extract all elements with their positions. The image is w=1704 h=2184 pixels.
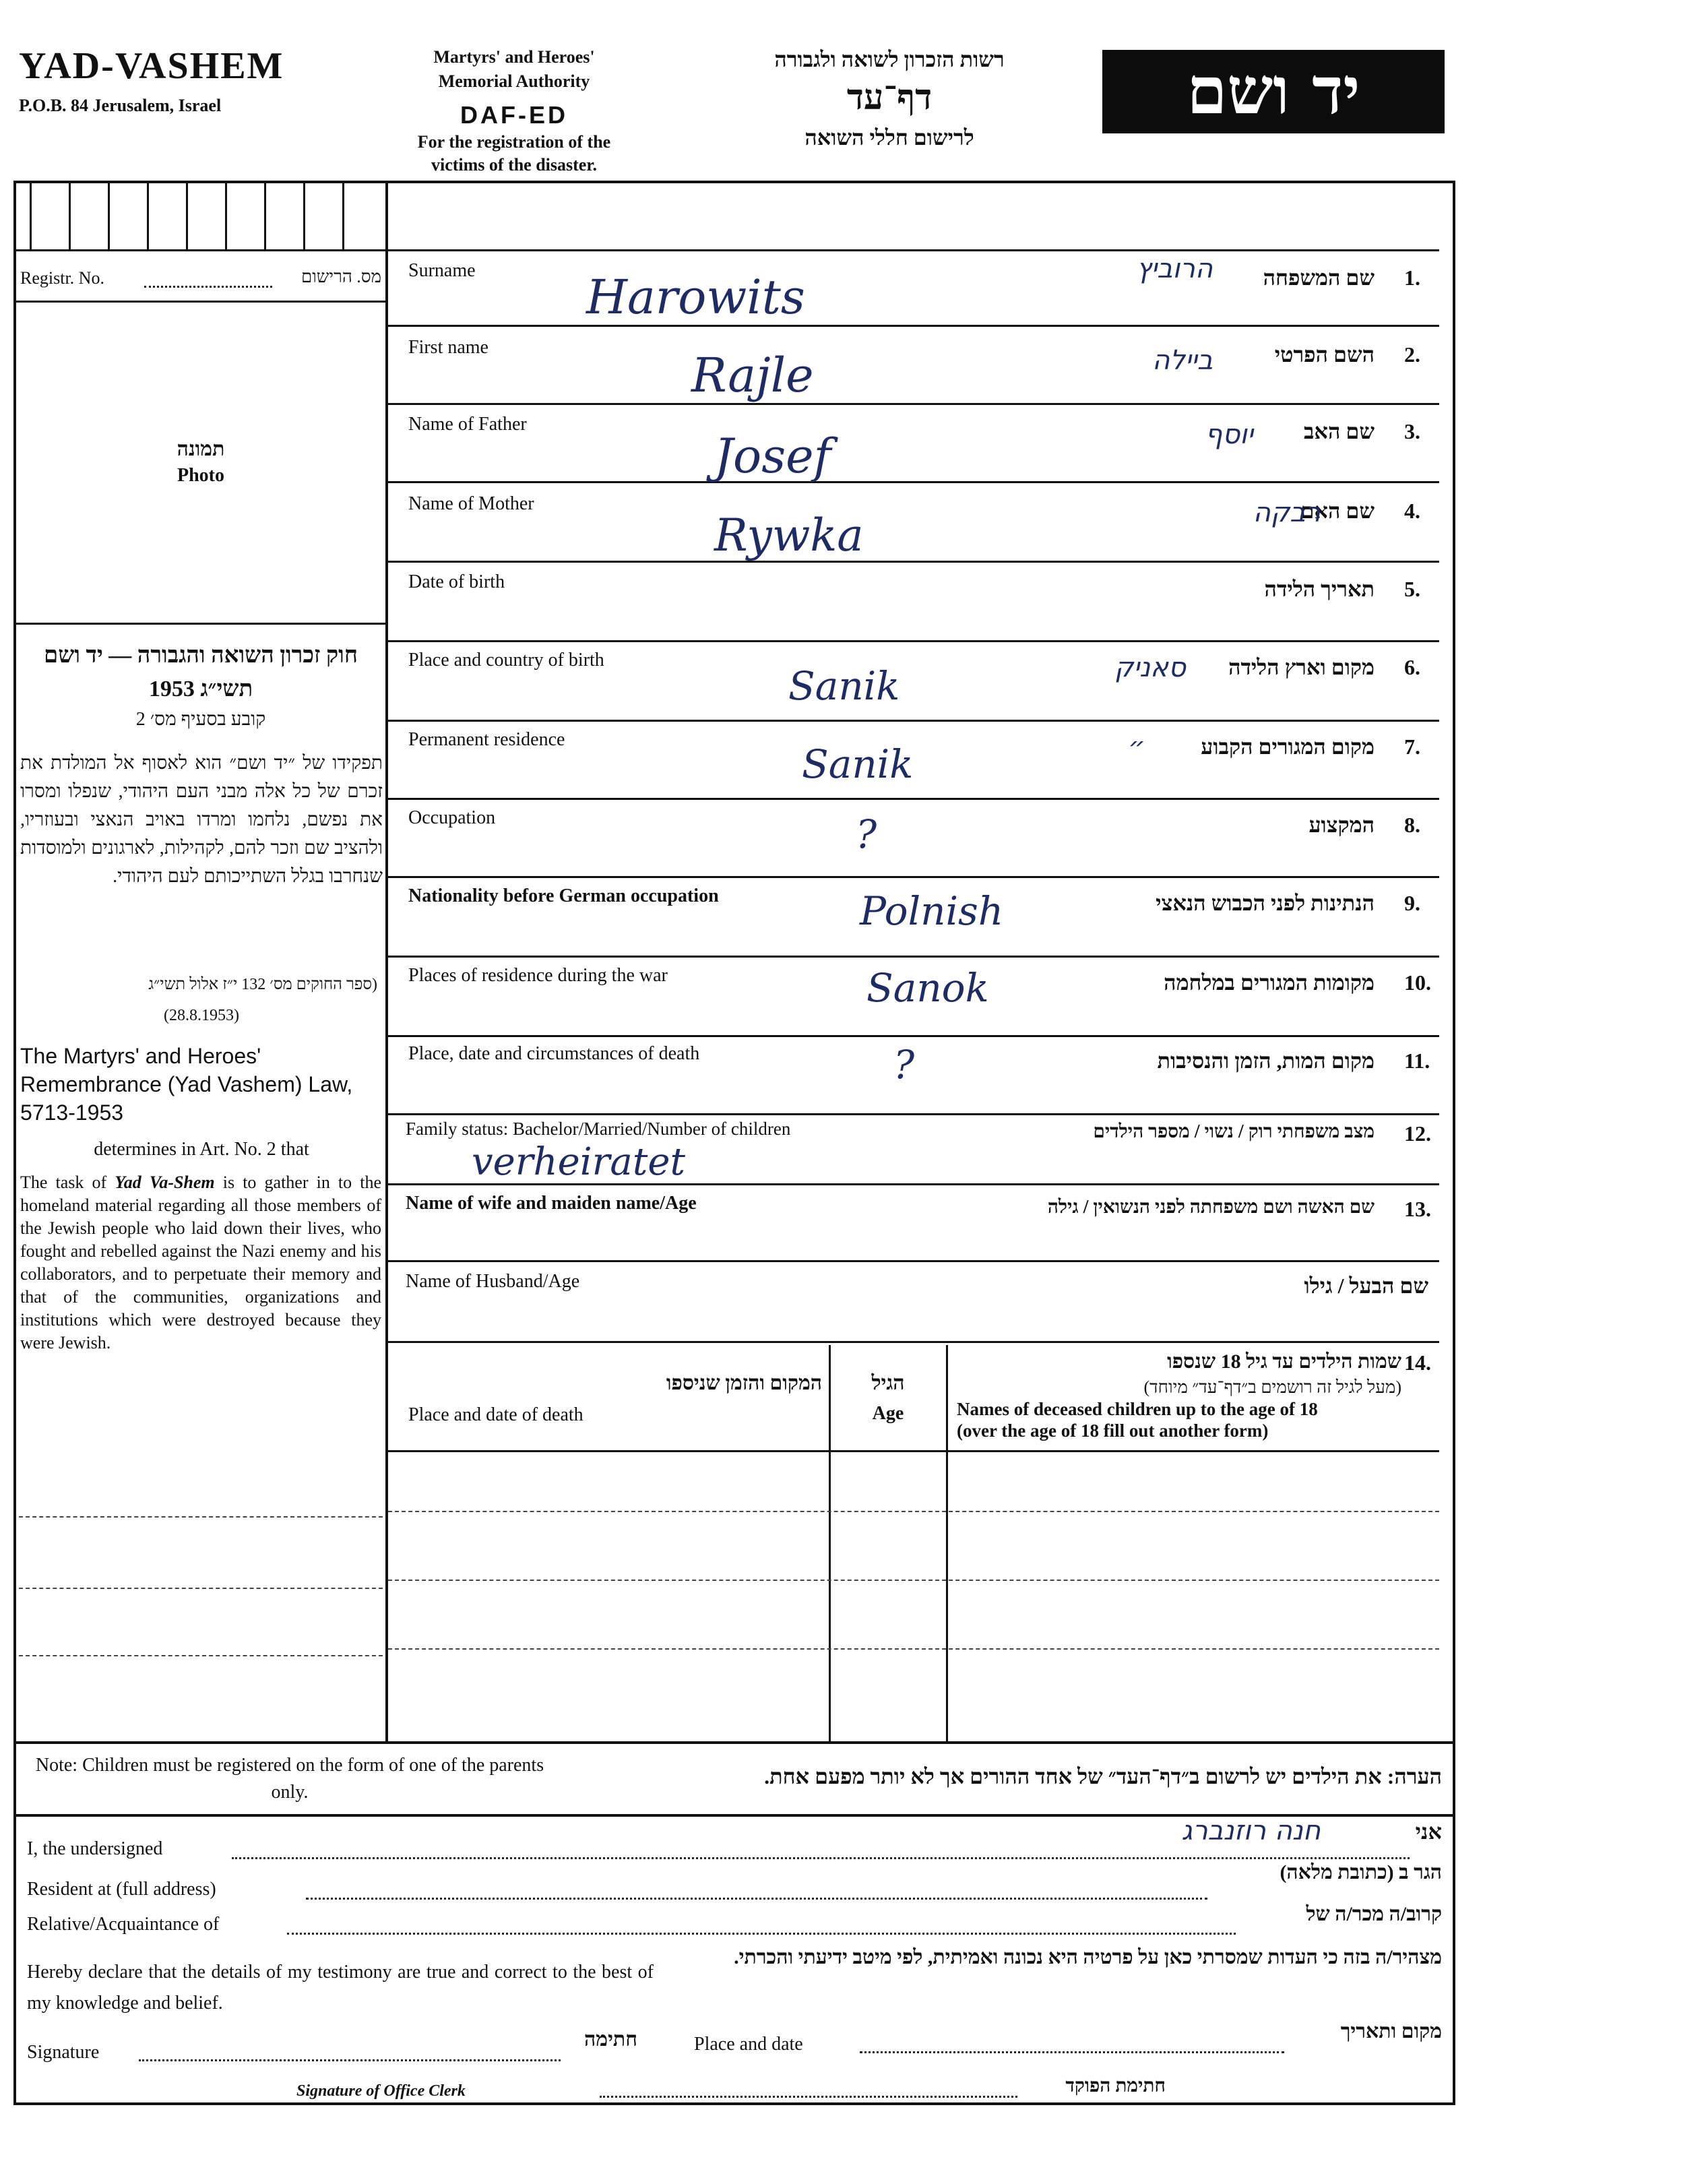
children-row[interactable] <box>388 1648 1439 1650</box>
place-date-hebrew: המקום והזמן שניספו <box>666 1372 822 1394</box>
field-value-hebrew[interactable]: ביילה <box>1152 345 1213 376</box>
field-number: 2. <box>1404 342 1420 367</box>
sidebar-row <box>19 1655 383 1656</box>
relative-line[interactable] <box>287 1933 1236 1935</box>
children-note: (over the age of 18 fill out another form) <box>957 1421 1269 1441</box>
signature-line[interactable] <box>139 2059 561 2061</box>
photo-hebrew: תמונה <box>177 438 225 460</box>
purpose-line2: victims of the disaster. <box>431 155 597 175</box>
field-label-hebrew: תאריך הלידה <box>1264 577 1375 601</box>
law-english-body-em: Yad Va-Shem <box>115 1173 215 1192</box>
law-hebrew-title: חוק זכרון השואה והגבורה — יד ושם תשי״ג 1953 <box>44 643 358 701</box>
field-value-hebrew[interactable]: רבקה <box>1253 497 1321 528</box>
law-hebrew-body: תפקידו של ״יד ושם״ הוא לאסוף אל המולדת את זכרם של כל אלה מבני העם היהודי, שנפלו ומסרו את נפשם, נלחמו ומרדו באויב הנאצי ובעוזריו, ולהציב שם וזכר להם, לקהילות, לארגונים ולמוסדות שנחרבו בגלל השתייכותם לעם היהודי. <box>20 753 383 887</box>
law-hebrew-ref: (ספר החוקים מס׳ 132 י״ז אלול תשי״ג <box>148 976 377 993</box>
resident-hebrew: הגר ב (כתובת מלאה) <box>1280 1861 1442 1883</box>
children-col-divider <box>829 1345 831 1743</box>
field-label-hebrew: מקום המות, הזמן והנסיבות <box>1157 1049 1375 1073</box>
row-rule <box>388 481 1439 483</box>
row-rule <box>388 720 1439 722</box>
hebrew-form-name: דף־עד <box>846 79 933 117</box>
field-value[interactable]: Rajle <box>691 348 814 403</box>
photo-label: Photo <box>177 465 224 486</box>
field-number: 3. <box>1404 419 1420 443</box>
logo-text: יד ושם <box>1187 53 1360 129</box>
field-label: Name of Husband/Age <box>406 1271 580 1292</box>
field-value-hebrew[interactable]: ״ <box>1128 732 1145 763</box>
field-number: 7. <box>1404 735 1420 759</box>
field-label: Place and country of birth <box>408 650 604 670</box>
row-rule <box>388 1341 1439 1343</box>
note-english: Note: Children must be registered on the form of one of the parents only. <box>35 1755 544 1803</box>
children-note-hebrew: (מעל לגיל זה רושמים ב״דף־עד״ מיוחד) <box>1143 1377 1401 1397</box>
field-number: 10. <box>1404 970 1431 995</box>
authority-line1: Martyrs' and Heroes' <box>433 47 595 67</box>
row-rule <box>388 1113 1439 1115</box>
field-label: Name of wife and maiden name/Age <box>406 1193 697 1214</box>
top-row-rule <box>388 249 1439 251</box>
field-value[interactable]: Rywka <box>714 509 864 561</box>
field-label: Place, date and circumstances of death <box>408 1043 700 1064</box>
law-english-title: The Martyrs' and Heroes' Remembrance (Yad Vashem) Law, 5713-1953 <box>20 1044 353 1125</box>
place-date-line[interactable] <box>860 2051 1284 2053</box>
field-label-hebrew: שם הבעל / גילו <box>1304 1274 1428 1298</box>
row-rule <box>388 640 1439 642</box>
field-value[interactable]: Sanik <box>788 663 900 709</box>
field-label: Permanent residence <box>408 729 565 750</box>
undersigned-line[interactable] <box>232 1857 1410 1859</box>
children-col-divider <box>946 1345 948 1743</box>
hebrew-purpose: לרישום חללי השואה <box>804 125 974 150</box>
row-rule <box>388 798 1439 800</box>
row-rule <box>388 876 1439 878</box>
field-value[interactable]: Harowits <box>586 270 805 325</box>
yad-vashem-logo <box>1102 50 1445 133</box>
row-rule <box>388 403 1439 405</box>
field-number: 5. <box>1404 577 1420 601</box>
law-date: (28.8.1953) <box>164 1007 239 1024</box>
field-value[interactable]: ? <box>893 1042 915 1088</box>
field-label-hebrew: מקומות המגורים במלחמה <box>1164 970 1375 995</box>
field-number: 9. <box>1404 891 1420 915</box>
registr-no-line <box>144 286 272 288</box>
field-label-hebrew: מקום המגורים הקבוע <box>1201 735 1375 759</box>
field-number: 12. <box>1404 1121 1431 1146</box>
field-label-hebrew: המקצוע <box>1308 813 1375 837</box>
photo-rule <box>16 623 385 625</box>
field-value-hebrew[interactable]: יוסף <box>1205 419 1253 450</box>
place-date-label: Place and date <box>694 2034 803 2055</box>
field-label-hebrew: שם האם <box>1300 499 1375 523</box>
field-label: Surname <box>408 260 476 281</box>
clerk-label: Signature of Office Clerk <box>296 2082 466 2100</box>
row-rule <box>388 325 1439 327</box>
field-number: 8. <box>1404 813 1420 837</box>
field-value[interactable]: verheiratet <box>472 1140 685 1184</box>
form-name: DAF-ED <box>460 101 568 129</box>
registr-no-label: Registr. No. <box>20 268 104 288</box>
field-number: 11. <box>1404 1049 1430 1073</box>
resident-label: Resident at (full address) <box>27 1879 216 1900</box>
field-label: Places of residence during the war <box>408 965 668 986</box>
place-date-hebrew: מקום ותאריך <box>1340 2020 1442 2042</box>
field-label: Family status: Bachelor/Married/Number of children <box>406 1119 791 1139</box>
registration-tick-boxes <box>16 183 385 251</box>
field-label: Occupation <box>408 807 496 828</box>
resident-line[interactable] <box>306 1898 1207 1900</box>
org-name: YAD-VASHEM <box>19 45 284 87</box>
undersigned-value[interactable]: חנה רוזנברג <box>1181 1815 1321 1846</box>
field-label-hebrew: שם המשפחה <box>1263 266 1375 290</box>
field-label: First name <box>408 337 488 358</box>
field-label: Nationality before German occupation <box>408 885 719 906</box>
children-header-rule <box>388 1450 1439 1452</box>
field-value[interactable]: Josef <box>714 429 831 484</box>
declare-hebrew: מצהיר/ה בזה כי העדות שמסרתי כאן על פרטיה היא נכונה ואמיתית, לפי מיטב ידיעתי והכרתי. <box>734 1946 1442 1968</box>
age-hebrew: הגיל <box>871 1372 905 1394</box>
children-row[interactable] <box>388 1580 1439 1581</box>
children-title-hebrew: שמות הילדים עד גיל 18 שנספו <box>1167 1350 1401 1373</box>
field-label-hebrew: שם האב <box>1304 419 1375 443</box>
org-address: P.O.B. 84 Jerusalem, Israel <box>19 96 222 115</box>
field-label-hebrew: השם הפרטי <box>1274 342 1375 367</box>
field-value[interactable]: Sanik <box>802 741 914 787</box>
law-english-body <box>20 1171 381 1354</box>
purpose-line1: For the registration of the <box>417 132 611 152</box>
declare-english: Hereby declare that the details of my testimony are true and correct to the best of my knowledge and belief. <box>27 1962 654 2014</box>
field-value-hebrew[interactable]: סאניק <box>1114 652 1186 683</box>
table-bottom-rule <box>16 1741 1453 1744</box>
field-value-hebrew[interactable]: הרוביץ <box>1136 253 1213 284</box>
row-rule <box>388 561 1439 563</box>
relative-hebrew: קרוב/ה מכר/ה של <box>1306 1903 1442 1925</box>
signature-label: Signature <box>27 2042 100 2063</box>
field-number: 6. <box>1404 655 1420 679</box>
field-number: 1. <box>1404 266 1420 290</box>
sidebar-row <box>19 1588 383 1589</box>
field-label: Name of Mother <box>408 493 534 514</box>
note-hebrew: הערה: את הילדים יש לרשום ב״דף־העד״ של אחד ההורים אך לא יותר מפעם אחת. <box>764 1764 1442 1788</box>
children-title: Names of deceased children up to the age of 18 <box>957 1399 1318 1419</box>
hebrew-authority: רשות הזכרון לשואה ולגבורה <box>774 47 1005 71</box>
clerk-hebrew: חתימת הפוקד <box>1065 2076 1166 2096</box>
field-number: 13. <box>1404 1197 1431 1221</box>
signature-hebrew: חתימה <box>584 2028 637 2051</box>
undersigned-label: I, the undersigned <box>27 1838 163 1859</box>
law-english-sub: determines in Art. No. 2 that <box>94 1139 309 1160</box>
field-number: 4. <box>1404 499 1420 523</box>
law-english-body-rest: is to gather in to the homeland material regarding all those members of the Jewish people who laid down their lives, who fought and rebelled against the Nazi enemy and his collaborators, and to perpetuate their memory and that of the communities, organizations and institutions which were destroyed because they were Jewish. <box>20 1173 382 1352</box>
place-date-label: Place and date of death <box>408 1404 583 1425</box>
sidebar-divider <box>385 181 388 1743</box>
row-rule <box>388 1260 1439 1262</box>
law-hebrew-sub: קובע בסעיף מס׳ 2 <box>135 709 266 730</box>
field-label-hebrew: מקום וארץ הלידה <box>1228 655 1375 679</box>
field-label-hebrew: מצב משפחתי רוק / נשוי / מספר הילדים <box>1093 1121 1375 1142</box>
field-label-hebrew: שם האשה ושם משפחתה לפני הנשואין / גילה <box>1047 1197 1375 1218</box>
row-rule <box>388 956 1439 958</box>
registr-no-hebrew: מס. הרישום <box>301 267 381 286</box>
law-english-body-prefix: The task of <box>20 1173 115 1192</box>
children-row[interactable] <box>388 1511 1439 1512</box>
authority-line2: Memorial Authority <box>438 71 590 91</box>
clerk-line[interactable] <box>600 2096 1017 2098</box>
field-label: Date of birth <box>408 571 505 592</box>
field-label: Name of Father <box>408 414 527 435</box>
field-label-hebrew: הנתינות לפני הכבוש הנאצי <box>1156 891 1375 915</box>
undersigned-hebrew: אני <box>1415 1819 1442 1844</box>
field-value[interactable]: ? <box>856 811 877 857</box>
relative-label: Relative/Acquaintance of <box>27 1914 220 1935</box>
age-label: Age <box>872 1403 904 1424</box>
field-value[interactable]: Sanok <box>866 965 989 1011</box>
field-value[interactable]: Polnish <box>860 888 1004 934</box>
sidebar-row <box>19 1516 383 1518</box>
registr-rule <box>16 301 385 303</box>
row-rule <box>388 1035 1439 1037</box>
children-number: 14. <box>1404 1350 1431 1375</box>
